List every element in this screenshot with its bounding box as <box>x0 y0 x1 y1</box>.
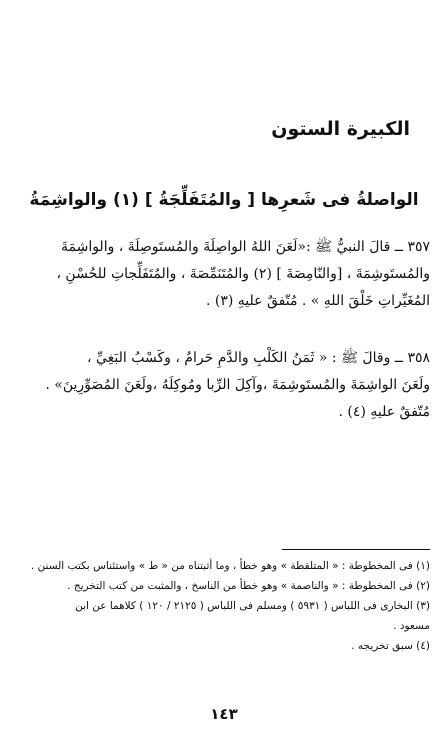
footnote-3-continuation: مسعود . <box>393 620 430 632</box>
footnotes <box>18 556 430 656</box>
footnote-1: (١) فى المخطوطة : « المتلقطة » وهو خطأ ، وما أثبتناه من « ط » واستئناس بكتب السنن . <box>30 560 430 572</box>
footnote-3: (٣) البخارى فى اللباس ( ٥٩٣١ ) ومسلم فى اللباس ( ٢١٢٥ / ١٢٠ ) كلاهما عن ابن <box>75 600 430 612</box>
footnote-divider <box>282 549 430 550</box>
hadith-357 <box>18 234 430 315</box>
footnote-4: (٤) سبق تخريجه . <box>351 640 430 652</box>
hadith-line: ٣٥٧ ــ قالَ النبيُّ ﷺ :«لَعَنَ اللهُ الواصِلَةَ والمُستَوصِلَةَ ، والواشِمَةَ <box>60 239 430 255</box>
hadith-line: المُغَيِّراتِ خَلْقَ اللهِ » . مُتّفقٌ عليهِ (٣) . <box>205 293 430 309</box>
hadith-line: مُتّفقٌ عليهِ (٤) . <box>338 404 430 420</box>
hadith-line: ولَعَنَ الواشِمَةَ والمُستَوشِمَةَ ،وآكِلَ الرِّبا ومُوكِلَهُ ،ولَعَنَ المُصَوِّرِينَ» . <box>45 377 430 393</box>
hadith-line: والمُستَوشِمَةَ ، [والنّامِصَةَ ] (٢) والمُتَنَمِّصَةَ ، والمُتَفَلِّجاتِ للحُسْنِ ، <box>56 266 430 282</box>
section-heading: الواصلةُ فى شَعرِها [ والمُتَفَلِّجَةُ ] (١) والواشِمَةُ <box>29 190 419 210</box>
footnote-2: (٢) فى المخطوطة : « والناصمة » وهو خطأ من الناسخ ، والمثبت من كتب التخريج . <box>67 580 430 592</box>
page-number: ١٤٣ <box>210 705 238 723</box>
hadith-line: ٣٥٨ ــ وقالَ ﷺ : « ثَمَنُ الكَلْبِ والدَّمِ حَرامٌ ، وكَسْبُ البَغِيِّ ، <box>87 350 430 366</box>
hadith-358 <box>18 345 430 426</box>
chapter-title: الكبيرة الستون <box>271 118 410 140</box>
